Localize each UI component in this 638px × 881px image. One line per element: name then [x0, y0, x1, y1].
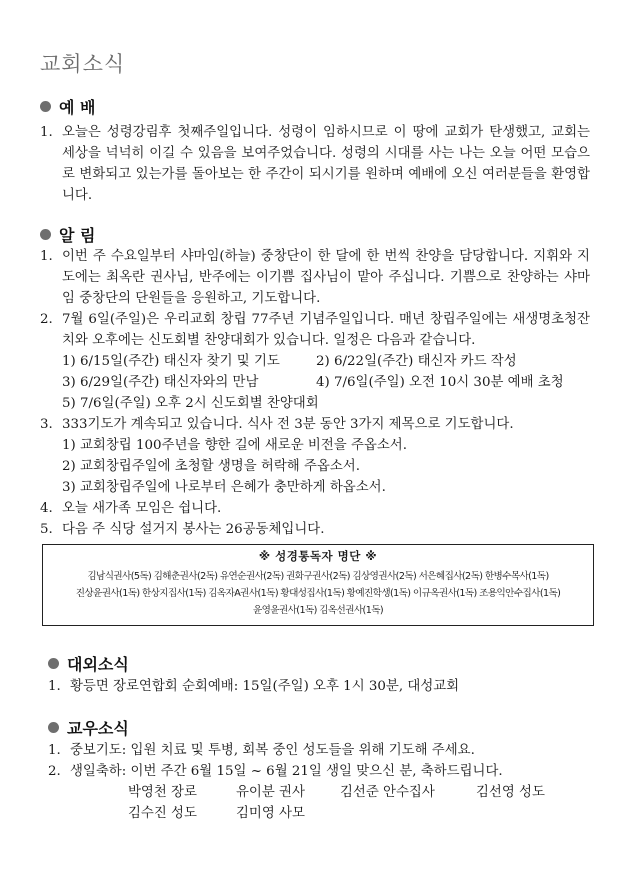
heading-text: 교우소식 — [67, 719, 129, 738]
item-number: 1. — [48, 679, 61, 694]
prayer-item: 3) 교회창립주일에 나로부터 은혜가 충만하게 하옵소서. — [62, 480, 386, 495]
birthday-name: 박영천 장로 — [128, 785, 197, 800]
notice-item-2 — [40, 309, 590, 351]
schedule-item: 3) 6/29일(주간) 태신자와의 만남 — [62, 375, 259, 390]
bullet-icon — [48, 722, 59, 733]
heading-text: 알 림 — [59, 226, 96, 245]
bible-box-row: 김남식권사(5독) 김해춘권사(2독) 유연순권사(2독) 권화구권사(2독) 김상영권사(2독) 서은혜집사(2독) 한병수목사(1독) — [87, 571, 549, 582]
item-number: 2. — [48, 764, 61, 779]
prayer-item: 2) 교회창립주일에 초청할 생명을 허락해 주옵소서. — [62, 459, 360, 474]
item-text: 다음 주 식당 설거지 봉사는 26공동체입니다. — [62, 522, 325, 537]
item-text: 중보기도: 입원 치료 및 투병, 회복 중인 성도들을 위해 기도해 주세요. — [70, 743, 475, 758]
notice-item-1 — [40, 246, 590, 309]
bible-box-title: ※ 성경통독자 명단 ※ — [258, 549, 378, 563]
item-number: 4. — [40, 501, 53, 516]
schedule-item: 2) 6/22일(주간) 태신자 카드 작성 — [316, 354, 517, 369]
section-heading-external — [48, 652, 129, 675]
birthday-name: 김수진 성도 — [128, 806, 197, 821]
bible-box-row: 진상윤권사(1독) 한상지집사(1독) 김옥자A권사(1독) 황대성집사(1독) 황예진학생(1독) 이규옥권사(1독) 조용익안수집사(1독) — [75, 588, 561, 599]
members-item-2 — [48, 761, 588, 782]
item-text: 오늘은 성령강림후 첫째주일입니다. 성령이 임하시므로 이 땅에 교회가 탄생했고, 교회는 세상을 넉넉히 이길 수 있음을 보여주었습니다. 성령의 시대를 사는 나는 오늘 어떤 모습으로 변화되고 있는가를 돌아보는 한 주간이 되시기를 원하며 예배에 오신 여러분들을 환영합니다. — [62, 125, 590, 203]
item-number: 5. — [40, 522, 53, 537]
birthday-name: 유이분 권사 — [236, 785, 305, 800]
bible-box-row: 윤영윤권사(1독) 김옥선권사(1독) — [252, 605, 384, 616]
item-number: 1. — [40, 249, 53, 264]
section-heading-notice — [40, 223, 95, 246]
notice-item-3 — [40, 414, 590, 435]
bible-reading-box — [42, 544, 594, 626]
schedule-item: 4) 7/6일(주일) 오전 10시 30분 예배 초청 — [316, 375, 564, 390]
item-text: 생일축하: 이번 주간 6월 15일 ~ 6월 21일 생일 맞으신 분, 축하드립니다. — [70, 764, 503, 779]
item-number: 2. — [40, 312, 53, 327]
prayer-item: 1) 교회창립 100주년을 향한 길에 새로운 비전을 주옵소서. — [62, 438, 407, 453]
section-heading-worship — [40, 95, 95, 118]
item-text: 황등면 장로연합회 순회예배: 15일(주일) 오후 1시 30분, 대성교회 — [70, 679, 460, 694]
item-number: 1. — [40, 125, 53, 140]
birthday-name: 김선준 안수집사 — [340, 785, 435, 800]
page-title: 교회소식 — [40, 52, 126, 76]
item-text: 7월 6일(주일)은 우리교회 창립 77주년 기념주일입니다. 매년 창립주일에는 새생명초청잔치와 오후에는 신도회별 찬양대회가 있습니다. 일정은 다음과 같습니다. — [62, 312, 590, 348]
members-item-1 — [48, 740, 588, 761]
birthday-name: 김선영 성도 — [476, 785, 545, 800]
bullet-icon — [40, 101, 51, 112]
schedule-item: 5) 7/6일(주일) 오후 2시 신도회별 찬양대회 — [62, 396, 319, 411]
schedule-item: 1) 6/15일(주간) 태신자 찾기 및 기도 — [62, 354, 280, 369]
item-text: 333기도가 계속되고 있습니다. 식사 전 3분 동안 3가지 제목으로 기도합니다. — [62, 417, 514, 432]
heading-text: 대외소식 — [67, 655, 129, 674]
notice-item-4 — [40, 498, 590, 519]
section-heading-members — [48, 716, 129, 739]
external-item-1 — [48, 676, 588, 697]
worship-item-1 — [40, 122, 590, 206]
birthday-name: 김미영 사모 — [236, 806, 305, 821]
heading-text: 예 배 — [59, 98, 96, 117]
item-text: 오늘 새가족 모임은 쉽니다. — [62, 501, 222, 516]
bullet-icon — [48, 658, 59, 669]
item-number: 1. — [48, 743, 61, 758]
item-text: 이번 주 수요일부터 샤마임(하늘) 중창단이 한 달에 한 번씩 찬양을 담당합니다. 지휘와 지도에는 최옥란 권사님, 반주에는 이기쁨 집사님이 맡아 주십니다. 기쁨으로 찬양하는 샤마임 중창단의 단원들을 응원하고, 기도합니다. — [62, 249, 590, 306]
item-number: 3. — [40, 417, 53, 432]
bullet-icon — [40, 229, 51, 240]
notice-item-5 — [40, 519, 590, 540]
